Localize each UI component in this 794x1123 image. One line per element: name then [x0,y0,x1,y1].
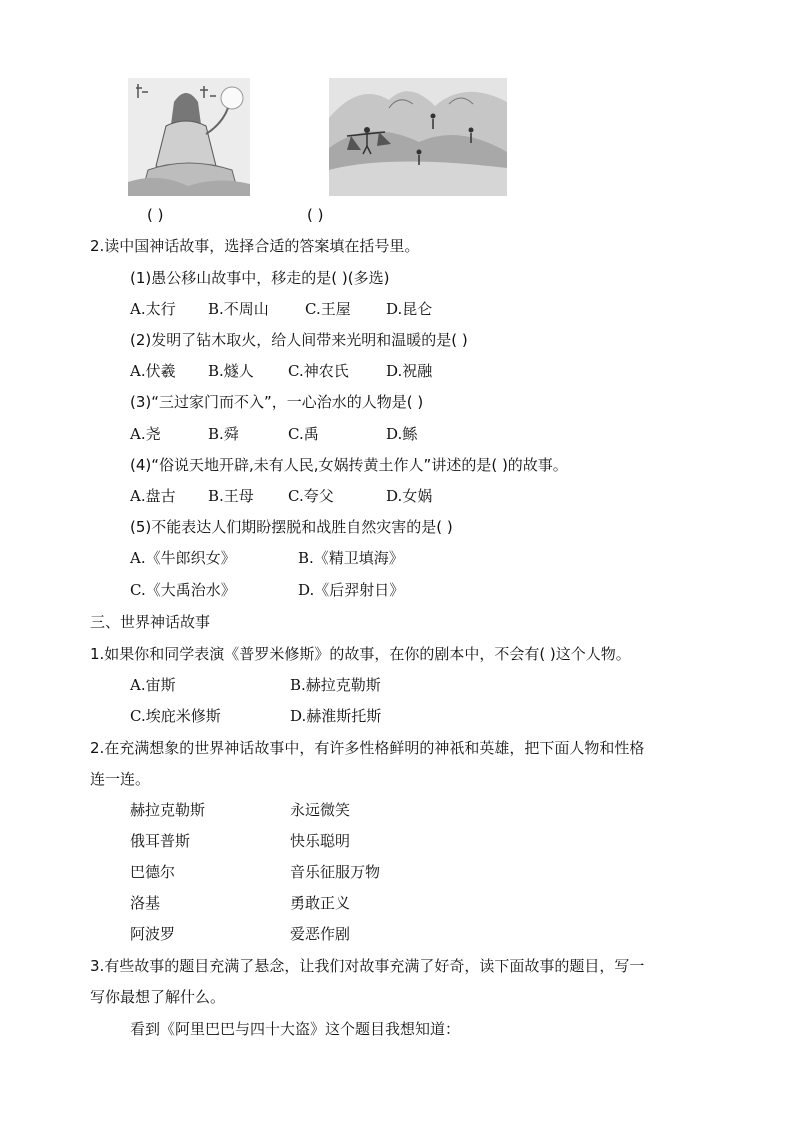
q2-item-3-option-d: D.鲧 [386,425,418,443]
image-answer-blank-1: ( ) [147,206,164,224]
s3-question-1: 1.如果你和同学表演《普罗米修斯》的故事，在你的剧本中，不会有( )这个人物。 [90,645,631,663]
s3-q1-option-c: C.埃庇米修斯 [130,707,221,725]
s3-question-3-line-1: 3.有些故事的题目充满了悬念，让我们对故事充满了好奇，读下面故事的题目，写一 [90,957,645,975]
q2-item-3-option-c: C.禹 [288,425,319,443]
section-3-title: 三、世界神话故事 [90,613,211,631]
illustration-pangu [128,78,250,196]
q2-item-4-option-b: B.王母 [208,487,254,505]
question-2-title: 2.读中国神话故事，选择合适的答案填在括号里。 [90,237,420,255]
q2-item-1-option-c: C.王屋 [305,300,351,318]
trait-1: 永远微笑 [290,801,351,819]
q2-item-2-option-c: C.神农氏 [288,362,349,380]
q2-item-4-option-a: A.盘古 [130,487,176,505]
illustration-yugong [329,78,507,196]
s3-question-2-line-2: 连一连。 [90,770,151,788]
q2-item-1-option-a: A.太行 [130,300,176,318]
q2-item-5-option-c: C.《大禹治水》 [130,581,236,599]
q2-item-4-option-d: D.女娲 [386,487,433,505]
person-2: 俄耳普斯 [130,832,191,850]
q2-item-3-option-a: A.尧 [130,425,161,443]
q2-item-5-option-d: D.《后羿射日》 [298,581,405,599]
q2-item-4-option-c: C.夸父 [288,487,334,505]
q2-item-1-option-b: B.不周山 [208,300,269,318]
q2-item-2-option-b: B.燧人 [208,362,254,380]
q2-item-2-option-d: D.祝融 [386,362,433,380]
person-1: 赫拉克勒斯 [130,801,206,819]
trait-4: 勇敢正义 [290,894,351,912]
s3-q1-option-b: B.赫拉克勒斯 [290,676,381,694]
q2-item-4: (4)“俗说天地开辟,未有人民,女娲抟黄土作人”讲述的是( )的故事。 [130,456,568,474]
image-answer-blank-2: ( ) [307,206,324,224]
q2-item-5: (5)不能表达人们期盼摆脱和战胜自然灾害的是( ) [130,518,453,536]
person-3: 巴德尔 [130,863,176,881]
q2-item-2: (2)发明了钻木取火，给人间带来光明和温暖的是( ) [130,331,468,349]
s3-question-2-line-1: 2.在充满想象的世界神话故事中，有许多性格鲜明的神祇和英雄，把下面人物和性格 [90,739,645,757]
q2-item-3-option-b: B.舜 [208,425,239,443]
trait-5: 爱恶作剧 [290,925,351,943]
s3-q1-option-d: D.赫淮斯托斯 [290,707,382,725]
q2-item-5-option-b: B.《精卫填海》 [298,549,404,567]
q2-item-5-option-a: A.《牛郎织女》 [130,549,236,567]
q2-item-3: (3)“三过家门而不入”，一心治水的人物是( ) [130,393,424,411]
q2-item-1: (1)愚公移山故事中，移走的是( )(多选) [130,269,390,287]
trait-3: 音乐征服万物 [290,863,381,881]
s3-q1-option-a: A.宙斯 [130,676,176,694]
person-4: 洛基 [130,894,161,912]
q2-item-1-option-d: D.昆仑 [386,300,433,318]
person-5: 阿波罗 [130,925,176,943]
trait-2: 快乐聪明 [290,832,351,850]
s3-question-3-prompt: 看到《阿里巴巴与四十大盗》这个题目我想知道： [130,1020,461,1038]
s3-question-3-line-2: 写你最想了解什么。 [90,988,226,1006]
q2-item-2-option-a: A.伏羲 [130,362,176,380]
